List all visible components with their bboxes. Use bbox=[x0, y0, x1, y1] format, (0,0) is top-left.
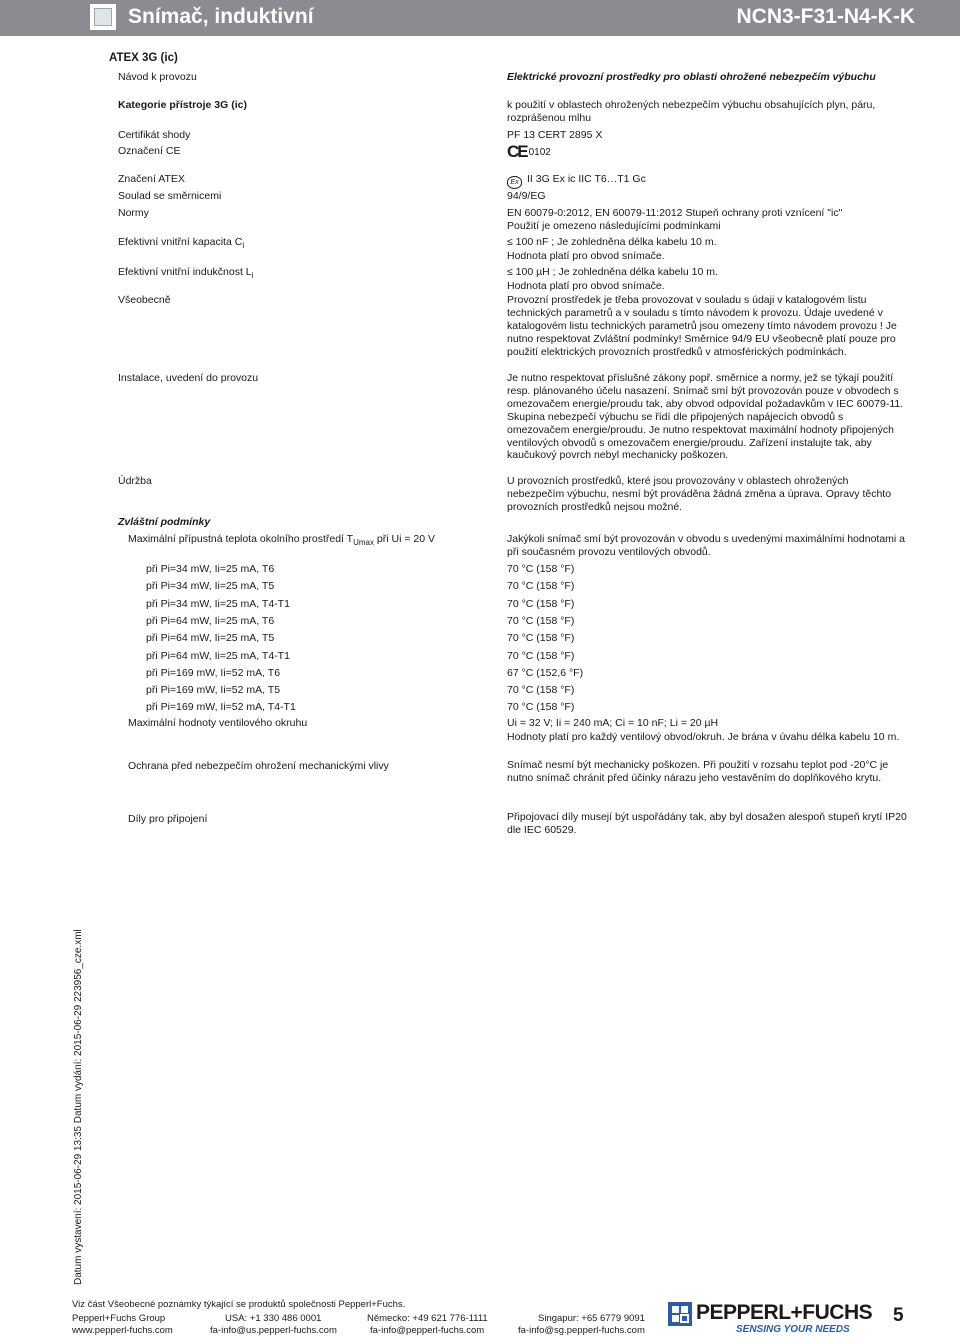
temp-row-val: 70 °C (158 °F) bbox=[507, 632, 575, 644]
atex-value-row bbox=[507, 173, 646, 189]
issue-date-vertical: Datum vystavení: 2015-06-29 13:35 Datum vydání: 2015-06-29 223956_cze.xml bbox=[73, 929, 84, 1285]
temp-label: Maximální přípustná teplota okolního prostředí T bbox=[128, 533, 354, 545]
maint-text: U provozních prostředků, které jsou provozovány v oblastech ohrožených nebezpečím výbuchu, nesmí být prováděna žádná změna a úprava. Opravy těchto provozních prostředků nejsou možné. bbox=[507, 475, 892, 513]
inductance-label-row bbox=[118, 266, 253, 280]
mech-text: Snímač nesmí být mechanicky poškozen. Při použití v rozsahu teplot pod -20°C je nutno snímač chránit před účinky nárazu jeho vestavěním do doplňkového krytu. bbox=[507, 759, 889, 784]
category-label: Kategorie přístroje 3G (ic) bbox=[118, 99, 247, 111]
footer-usa: USA: +1 330 486 0001 bbox=[225, 1313, 322, 1324]
manual-value: Elektrické provozní prostředky pro oblasti ohrožené nebezpečím výbuchu bbox=[507, 71, 876, 83]
inductance-sub: i bbox=[251, 271, 254, 281]
install-label: Instalace, uvedení do provozu bbox=[118, 372, 259, 384]
footer-sg: Singapur: +65 6779 9091 bbox=[538, 1313, 645, 1324]
capacity-label: Efektivní vnitřní kapacita C bbox=[118, 236, 243, 248]
mech-label: Ochrana před nebezpečím ohrožení mechanickými vlivy bbox=[128, 760, 389, 772]
valve-note: Hodnoty platí pro každý ventilový obvod/okruh. Je brána v úvahu délka kabelu 10 m. bbox=[507, 731, 900, 743]
page-number: 5 bbox=[893, 1305, 904, 1326]
temp-row-val: 70 °C (158 °F) bbox=[507, 684, 575, 696]
capacity-note: Hodnota platí pro obvod snímače. bbox=[507, 250, 665, 262]
norms-value: EN 60079-0:2012, EN 60079-11:2012 Stupeň ochrany proti vznícení "ic" Použití je omezeno následujícími podmínkami bbox=[507, 207, 843, 232]
temp-suffix: při Ui = 20 V bbox=[373, 533, 435, 545]
valve-value: Ui = 32 V; Ii = 240 mA; Ci = 10 nF; Li = 20 µH bbox=[507, 717, 719, 729]
temp-sub: Umax bbox=[353, 538, 374, 548]
brand-slogan: SENSING YOUR NEEDS bbox=[736, 1324, 850, 1335]
temp-row-val: 70 °C (158 °F) bbox=[507, 701, 575, 713]
pf-logo-icon bbox=[668, 1302, 692, 1326]
brand-name: PEPPERL+FUCHS bbox=[696, 1301, 873, 1324]
temp-row-cond: při Pi=34 mW, Ii=25 mA, T6 bbox=[146, 563, 275, 575]
temp-row-cond: při Pi=64 mW, Ii=25 mA, T6 bbox=[146, 615, 275, 627]
special-title: Zvláštní podmínky bbox=[118, 516, 211, 528]
valve-label: Maximální hodnoty ventilového okruhu bbox=[128, 717, 308, 729]
temp-row-cond: při Pi=64 mW, Ii=25 mA, T4-T1 bbox=[146, 650, 290, 662]
norms-label: Normy bbox=[118, 207, 149, 219]
ce-mark bbox=[507, 142, 551, 162]
footer-usa-mail: fa-info@us.pepperl-fuchs.com bbox=[210, 1325, 337, 1336]
parts-label: Díly pro připojení bbox=[128, 813, 208, 825]
temp-row-cond: při Pi=34 mW, Ii=25 mA, T4-T1 bbox=[146, 598, 290, 610]
directive-value: 94/9/EG bbox=[507, 190, 546, 202]
footer-group: Pepperl+Fuchs Group bbox=[72, 1313, 166, 1324]
ex-icon: Ex bbox=[507, 176, 522, 189]
page-header bbox=[0, 0, 960, 36]
model-number: NCN3-F31-N4-K-K bbox=[736, 5, 915, 28]
maint-label: Údržba bbox=[118, 475, 152, 487]
temp-text: Jakýkoli snímač smí být provozován v obvodu s uvedenými maximálními hodnotami a při současném provozu ventilových obvodů. bbox=[507, 533, 906, 558]
parts-text: Připojovací díly musejí být uspořádány tak, aby byl dosažen alespoň stupeň krytí IP20 dle IEC 60529. bbox=[507, 811, 907, 836]
install-text: Je nutno respektovat příslušné zákony popř. směrnice a normy, jež se týkají použití resp. plánovaného účelu nasazení. Snímač smí být provozován pouze v obvodech s omezovačem energie/proudu tak, aby obvod odpovídal požadavkům v IEC 60079-11. Skupina nebezpečí výbuchu se řídí dle připojených napájecích obvodů s omezovačem energie/proudu. Je nutno respektovat maximální hodnoty připojených ventilových obvodů s omezovačem energie/proudu. Zařízení instalujte tak, aby kaučukový povrch nebyl mechanicky poškozen. bbox=[507, 372, 904, 462]
ce-label: Označení CE bbox=[118, 145, 181, 157]
atex-label: Značení ATEX bbox=[118, 173, 185, 185]
atex-value: II 3G Ex ic IIC T6…T1 Gc bbox=[527, 173, 646, 185]
footer-web: www.pepperl-fuchs.com bbox=[72, 1325, 173, 1336]
temp-row-cond: při Pi=169 mW, Ii=52 mA, T4-T1 bbox=[146, 701, 296, 713]
capacity-sub: i bbox=[242, 241, 245, 251]
inductance-value: ≤ 100 µH ; Je zohledněna délka kabelu 10 m. bbox=[507, 266, 718, 278]
footer-de: Německo: +49 621 776-1111 bbox=[367, 1313, 488, 1324]
temp-row-cond: při Pi=34 mW, Ii=25 mA, T5 bbox=[146, 580, 275, 592]
temp-row-val: 70 °C (158 °F) bbox=[507, 615, 575, 627]
directive-label: Soulad se směrnicemi bbox=[118, 190, 222, 202]
capacity-value: ≤ 100 nF ; Je zohledněna délka kabelu 10 m. bbox=[507, 236, 717, 248]
temp-row-val: 67 °C (152,6 °F) bbox=[507, 667, 584, 679]
capacity-label-row bbox=[118, 236, 244, 250]
inductance-label: Efektivní vnitřní indukčnost L bbox=[118, 266, 252, 278]
general-label: Všeobecně bbox=[118, 294, 171, 306]
manual-label: Návod k provozu bbox=[118, 71, 197, 83]
general-text: Provozní prostředek je třeba provozovat v souladu s údaji v katalogovém listu technických parametrů a v souladu s tímto návodem k provozu. Údaje uvedené v katalogovém listu technických parametrů jsou omezeny tímto návodem provozu ! Je nutno respektovat Zvláštní podmínky! Směrnice 94/9 EU všeobecně platí pouze pro použití elektrických provozních prostředků v atmosférických podmínkách. bbox=[507, 294, 897, 358]
product-icon bbox=[90, 4, 116, 30]
page-title: Snímač, induktivní bbox=[128, 5, 314, 28]
footer-note: Viz část Všeobecné poznámky týkající se produktů společnosti Pepperl+Fuchs. bbox=[72, 1299, 406, 1310]
cert-label: Certifikát shody bbox=[118, 129, 191, 141]
temp-row-val: 70 °C (158 °F) bbox=[507, 563, 575, 575]
section-title: ATEX 3G (ic) bbox=[109, 52, 178, 64]
category-value: k použití v oblastech ohrožených nebezpečím výbuchu obsahujících plyn, páru, rozprášenou mlhu bbox=[507, 99, 876, 124]
temp-row-cond: při Pi=169 mW, Ii=52 mA, T5 bbox=[146, 684, 281, 696]
temp-row-cond: při Pi=64 mW, Ii=25 mA, T5 bbox=[146, 632, 275, 644]
cert-value: PF 13 CERT 2895 X bbox=[507, 129, 603, 141]
pepperl-fuchs-logo bbox=[668, 1300, 873, 1336]
ce-number: 0102 bbox=[528, 147, 551, 158]
footer-sg-mail: fa-info@sg.pepperl-fuchs.com bbox=[518, 1325, 645, 1336]
temp-row-val: 70 °C (158 °F) bbox=[507, 580, 575, 592]
footer-de-mail: fa-info@pepperl-fuchs.com bbox=[370, 1325, 485, 1336]
temp-row-val: 70 °C (158 °F) bbox=[507, 598, 575, 610]
temp-label-row bbox=[128, 533, 435, 547]
ce-icon: CE bbox=[507, 142, 527, 161]
temp-row-val: 70 °C (158 °F) bbox=[507, 650, 575, 662]
inductance-note: Hodnota platí pro obvod snímače. bbox=[507, 280, 665, 292]
temp-row-cond: při Pi=169 mW, Ii=52 mA, T6 bbox=[146, 667, 281, 679]
